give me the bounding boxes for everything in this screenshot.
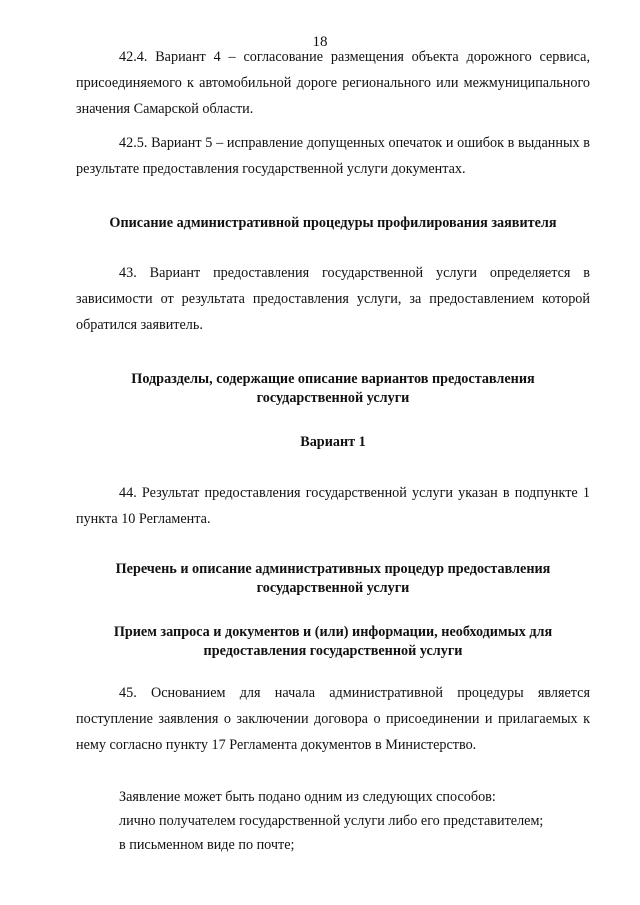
heading-procedures-list: Перечень и описание административных процедур предоставления государственной услуги	[115, 561, 551, 596]
line-post: в письменном виде по почте;	[119, 837, 295, 853]
heading-profiling: Описание административной процедуры профилирования заявителя	[109, 215, 557, 231]
heading-request-reception: Прием запроса и документов и (или) информации, необходимых для предоставления государственной услуги	[113, 624, 553, 659]
heading-variant-1: Вариант 1	[300, 434, 366, 450]
paragraph-42-4: 42.4. Вариант 4 – согласование размещения объекта дорожного сервиса, присоединяемого к автомобильной дороге регионального или межмуниципального значения Самарской области.	[76, 49, 590, 117]
paragraph-42-5: 42.5. Вариант 5 – исправление допущенных опечаток и ошибок в выданных в результате предоставления государственной услуги документах.	[76, 135, 590, 177]
heading-subsections: Подразделы, содержащие описание вариантов предоставления государственной услуги	[131, 371, 535, 406]
paragraph-43: 43. Вариант предоставления государственной услуги определяется в зависимости от результата предоставления услуги, за предоставлением которой обратился заявитель.	[76, 265, 590, 333]
paragraph-45: 45. Основанием для начала административной процедуры является поступление заявления о заключении договора о присоединении и прилагаемых к нему согласно пункту 17 Регламента документов в Министерство.	[76, 685, 590, 753]
line-ways: Заявление может быть подано одним из следующих способов:	[119, 789, 496, 805]
page-number: 18	[312, 34, 328, 50]
line-personal: лично получателем государственной услуги либо его представителем;	[119, 813, 544, 829]
paragraph-44: 44. Результат предоставления государственной услуги указан в подпункте 1 пункта 10 Регламента.	[76, 485, 590, 527]
